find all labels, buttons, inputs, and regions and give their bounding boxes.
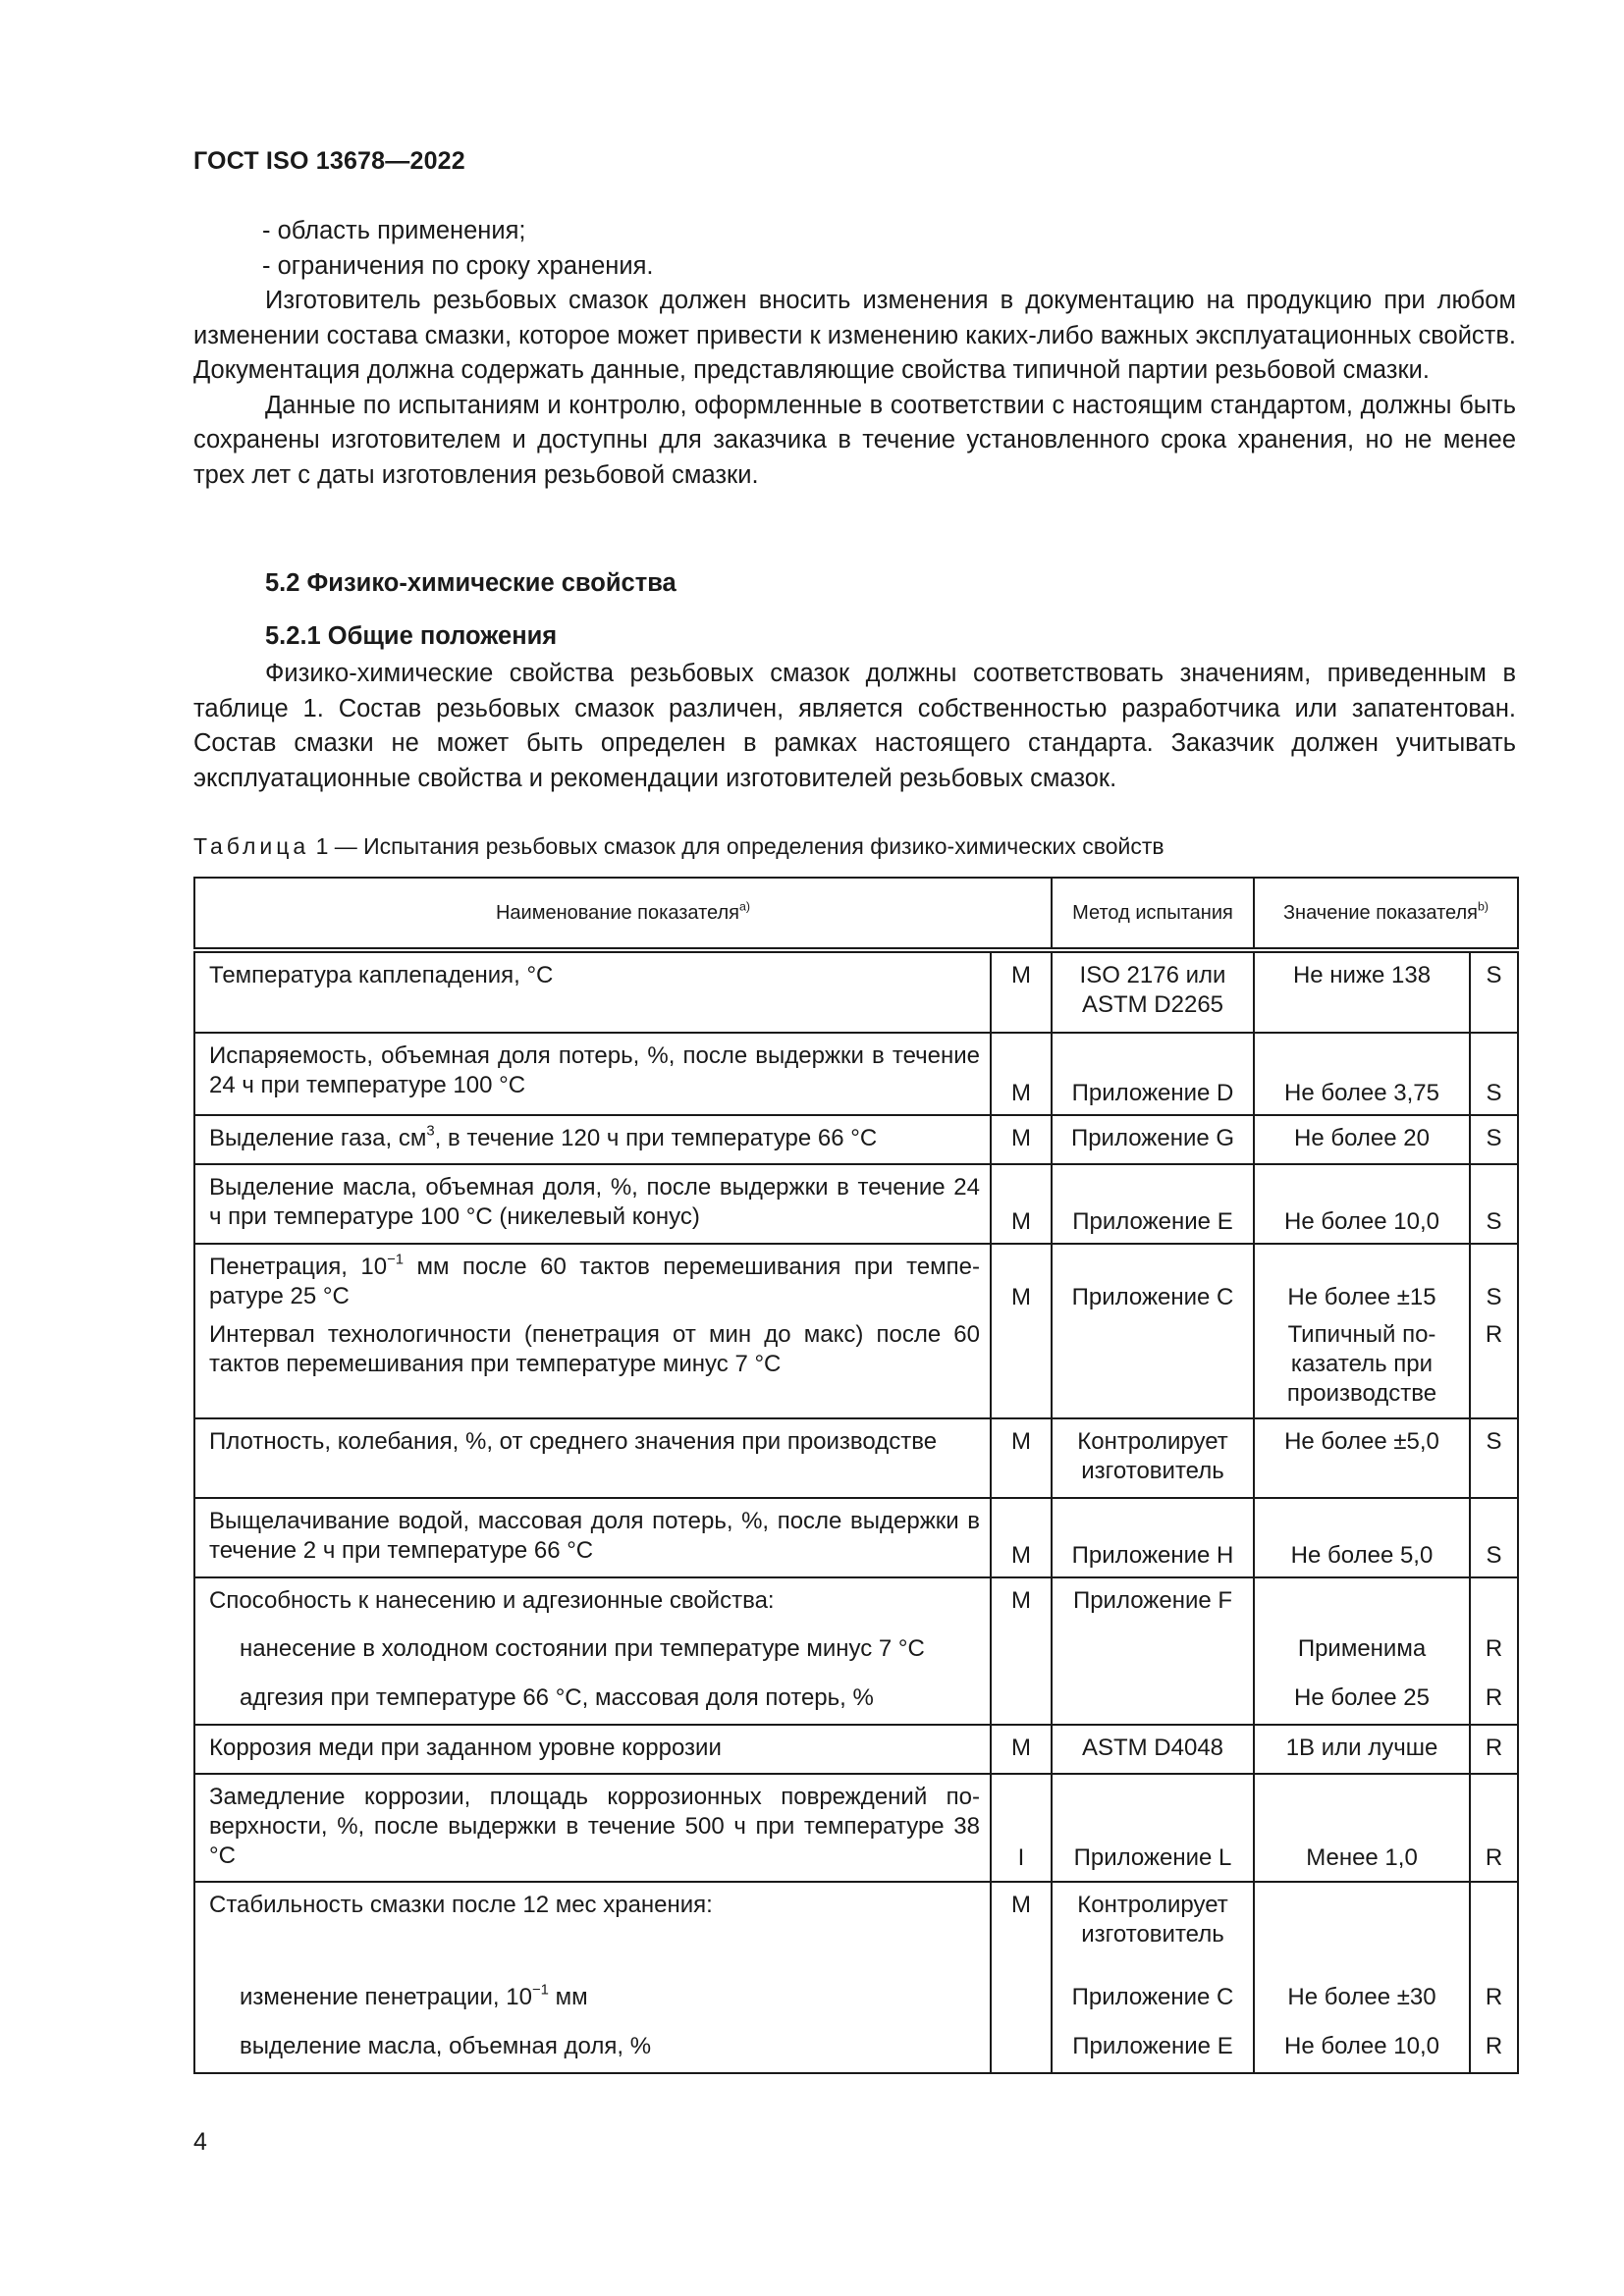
cell-type [991,1320,1052,1418]
cell-type [991,1975,1052,2024]
table-caption-text: 1 — Испытания резьбовых смазок для определения физико-химических свойств [315,833,1164,859]
table-row [194,1164,1518,1244]
cell-method: Приложение L [1052,1774,1254,1882]
cell-method: Приложение E [1052,1164,1254,1244]
cell-class: S [1470,1033,1518,1115]
cell-class: S [1470,1498,1518,1577]
cell-name: Пенетрация, $10^{-1}$ мм после 60 тактов перемешивания при температуре 25 °C [194,1244,991,1320]
cell-class: S [1470,1418,1518,1498]
table-row [194,2024,1518,2073]
cell-value: Не более 20 [1254,1115,1470,1164]
cell-name: Замедление коррозии, площадь коррозионных повреждений поверхности, %, после выдержки в течение 500 ч при температуре 38 °C [194,1774,991,1882]
cell-name: Температура каплепадения, °C [194,950,991,1033]
paragraph: Данные по испытаниям и контролю, оформленные в соответствии с настоящим стандартом, должны быть сохранены изготовителем и доступны для заказчика в течение установленного срока хранения, но не менее трех лет с даты изготовления резьбовой смазки. [193,391,1516,489]
cell-type: M [991,1882,1052,1975]
cell-value: Не более 10,0 [1254,2024,1470,2073]
cell-class: S [1470,950,1518,1033]
table-row [194,1498,1518,1577]
cell-name: Выщелачивание водой, массовая доля потерь, %, после выдержки в течение 2 ч при температуре 66 °C [194,1498,991,1577]
section-heading-5-2: 5.2 Физико-химические свойства [265,569,677,597]
cell-name: Выделение масла, объемная доля, %, после выдержки в течение 24 ч при температуре 100 °C (никелевый конус) [194,1164,991,1244]
cell-method: Приложение E [1052,2024,1254,2073]
cell-method: Приложение G [1052,1115,1254,1164]
cell-method: ASTM D4048 [1052,1725,1254,1774]
table-row [194,1882,1518,1975]
cell-value [1254,1882,1470,1975]
cell-value: Не более 5,0 [1254,1498,1470,1577]
cell-type: I [991,1774,1052,1882]
table-caption-label: Таблица [193,833,310,859]
cell-value: Не более ±30 [1254,1975,1470,2024]
cell-value: Не более 25 [1254,1676,1470,1725]
cell-value: Применима [1254,1627,1470,1676]
cell-value: Не более 10,0 [1254,1164,1470,1244]
cell-class: S [1470,1164,1518,1244]
cell-method: Приложение C [1052,1975,1254,2024]
cell-method: Контролирует изготовитель [1052,1882,1254,1975]
cell-name: Способность к нанесению и адгезионные свойства: [194,1577,991,1627]
cell-type: M [991,1577,1052,1627]
table-row [194,1725,1518,1774]
paragraph: Изготовитель резьбовых смазок должен вносить изменения в документацию на продукцию при любом изменении состава смазки, которое может привести к изменению каких-либо важных эксплуатационных свойств. Документация должна содержать данные, представляющие свойства типичной партии резьбовой смазки. [193,287,1516,384]
cell-method: Приложение C [1052,1244,1254,1320]
table-row [194,1975,1518,2024]
cell-type: M [991,1244,1052,1320]
table-row [194,1627,1518,1676]
document-id-header: ГОСТ ISO 13678—2022 [193,147,465,175]
cell-name: выделение масла, объемная доля, % [194,2024,991,2073]
cell-type: M [991,1725,1052,1774]
cell-class: R [1470,2024,1518,2073]
table-row [194,1033,1518,1115]
cell-type: M [991,1418,1052,1498]
cell-class: R [1470,1774,1518,1882]
cell-type [991,2024,1052,2073]
bullet-item: - область применения; [262,217,526,244]
cell-value [1254,1577,1470,1627]
table-row [194,1320,1518,1418]
cell-method: Приложение H [1052,1498,1254,1577]
cell-method: Приложение D [1052,1033,1254,1115]
intro-text [193,214,1516,493]
cell-name: нанесение в холодном состоянии при температуре минус 7 °C [194,1627,991,1676]
table-row [194,950,1518,1033]
table-caption [193,833,1164,860]
cell-name: Интервал технологичности (пенетрация от мин до макс) после 60 тактов перемешивания при температуре минус 7 °C [194,1320,991,1418]
cell-method: Приложение F [1052,1577,1254,1627]
cell-method [1052,1320,1254,1418]
table-row [194,1244,1518,1320]
cell-value: Типичный показатель при производстве [1254,1320,1470,1418]
cell-value: Не более ±15 [1254,1244,1470,1320]
cell-name: адгезия при температуре 66 °C, массовая доля потерь, % [194,1676,991,1725]
cell-value: Менее 1,0 [1254,1774,1470,1882]
cell-method: ISO 2176 или ASTM D2265 [1052,950,1254,1033]
cell-method [1052,1676,1254,1725]
table-header-row [194,878,1518,950]
cell-class [1470,1577,1518,1627]
section-heading-5-2-1: 5.2.1 Общие положения [265,622,558,650]
cell-name: изменение пенетрации, $10^{-1}$ мм [194,1975,991,2024]
cell-class: S [1470,1115,1518,1164]
cell-type: M [991,1115,1052,1164]
cell-type: M [991,1498,1052,1577]
cell-name: Испаряемость, объемная доля потерь, %, после выдержки в течение 24 ч при температуре 100 °C [194,1033,991,1115]
cell-type: M [991,1033,1052,1115]
page-number: 4 [193,2128,207,2156]
properties-table [193,877,1519,2074]
cell-name: Плотность, колебания, %, от среднего значения при производстве [194,1418,991,1498]
cell-value: 1B или лучше [1254,1725,1470,1774]
cell-class: R [1470,1627,1518,1676]
header-name: Наименование показателя$^{а)}$ [194,878,1052,950]
cell-type [991,1627,1052,1676]
bullet-item: - ограничения по сроку хранения. [262,251,654,280]
cell-method: Контролирует изготовитель [1052,1418,1254,1498]
header-method: Метод испытания [1052,878,1254,950]
cell-value: Не ниже 138 [1254,950,1470,1033]
cell-class: R [1470,1320,1518,1418]
table-row [194,1577,1518,1627]
cell-type [991,1676,1052,1725]
table-row [194,1115,1518,1164]
cell-name: Выделение газа, $см^3$, в течение 120 ч при температуре 66 °C [194,1115,991,1164]
cell-value: Не более 3,75 [1254,1033,1470,1115]
table-row [194,1676,1518,1725]
cell-name: Коррозия меди при заданном уровне коррозии [194,1725,991,1774]
cell-method [1052,1627,1254,1676]
cell-class: R [1470,1676,1518,1725]
paragraph: Физико-химические свойства резьбовых смазок должны соответствовать значениям, приведенным в таблице 1. Состав резьбовых смазок различен, является собственностью разработчика или запатентован. Состав смазки не может быть определен в рамках настоящего стандарта. Заказчик должен учитывать эксплуатационные свойства и рекомендации изготовителей резьбовых смазок. [193,660,1516,792]
section-5-2-1-text [193,657,1516,796]
cell-class: R [1470,1725,1518,1774]
cell-name: Стабильность смазки после 12 мес хранения: [194,1882,991,1975]
cell-class: S [1470,1244,1518,1320]
cell-class: R [1470,1975,1518,2024]
cell-type: M [991,1164,1052,1244]
header-value: Значение показателя$^{b)}$ [1254,878,1518,950]
cell-value: Не более ±5,0 [1254,1418,1470,1498]
table-row [194,1774,1518,1882]
cell-class [1470,1882,1518,1975]
cell-type: M [991,950,1052,1033]
table-row [194,1418,1518,1498]
